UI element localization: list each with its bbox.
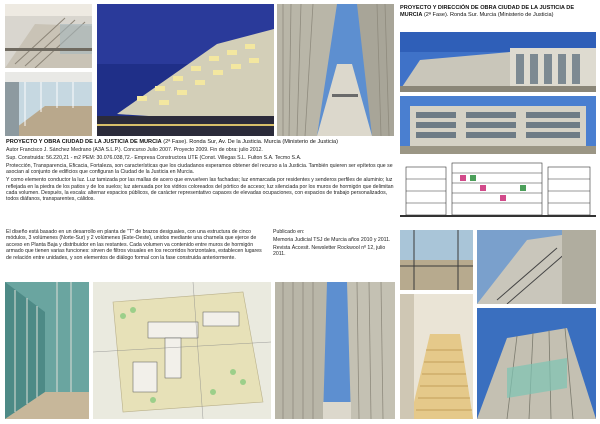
section-drawing (400, 157, 596, 225)
top-right-title-rest: (2ª Fase). Ronda Sur. Murcia (Ministerio de Justicia) (423, 11, 554, 18)
main-heading-bold: PROYECTO Y OBRA CIUDAD DE LA JUSTICIA DE MURCIA (6, 139, 162, 145)
publication-item-2: Revista Áccesit. Newsletter Rockwool nº 12, julio 2011. (273, 244, 386, 258)
top-right-title-bold: PROYECTO Y DIRECCIÓN DE OBRA CIUDAD DE LA JUSTICIA DE MURCIA (400, 5, 575, 18)
publication-label: Publicado en: (273, 229, 305, 235)
publication-item-1: Memoria Judicial TSJ de Murcia años 2010 y 2011. (273, 236, 391, 243)
top-right-title (400, 5, 596, 18)
photo-glass-atrium (477, 308, 596, 419)
main-heading-rest: (2ª Fase). Ronda Sur, Av. De la Justicia. Murcia (Ministerio de Justicia) (163, 139, 338, 145)
main-heading (6, 139, 396, 146)
site-plan (93, 282, 271, 419)
photo-exterior-stair (477, 230, 596, 304)
paragraph-2: Y como elemento conductor la luz. Luz tamizada por las mallas de acero que envuelven las fachadas; luz enmarcada por residentes y senderos perfiles de aluminio; luz reflejada en la piedra de los patios y de los suelos; luz atenuada por los vidrios coloreados del pórtico de acceso; luz silenciada por los muros de hormigón que delimitan cada volumen. Después, la escala: alternar espacios públicos, de carácter representativo capaces de elevadas ocupaciones, con espacios de trabajo personalizados, todos diáfanos, transparentes, cálidos. (6, 177, 394, 203)
main-text-block (6, 139, 396, 204)
photo-night-facade (97, 4, 274, 136)
photo-mesh-facade-walkway (277, 4, 394, 136)
paragraph-1: Protección, Transparencia, Eficacia, Fortaleza, son características que los ciudadanos esperamos obtener del recurso a la Justicia. También quieren ser epítetos que se asocian al conjunto de edificios que configuran la Ciudad de la Justicia en Murcia. (6, 162, 393, 176)
data-line: Sup. Construida: 56.220,21 - m2 PEM: 30.076.038,72.- Empresa Constructora UTE (Const. Villegas S.L. Fulton S.A. Tecmo S.A. (6, 155, 302, 161)
photo-interior-stairs (5, 4, 92, 68)
author-line: Autor Francisco J. Sánchez Medrano (A3A S.L.P.). Concurso Julio 2007. Proyecto 2009. Fin de obra: julio 2012. (6, 147, 263, 154)
photo-exterior-elevation (400, 96, 596, 154)
publication-block (273, 229, 396, 259)
photo-glass-corridor (5, 282, 89, 419)
photo-balcony-railing (400, 230, 473, 290)
photo-mesh-facade-tall (275, 282, 395, 419)
paragraph-3: El diseño está basado en un desarrollo en planta de "T" de brazos desiguales, con una estructura de cinco módulos, 3 volúmenes (Norte-Sur) y 2 volúmenes (Este-Oeste), unidos mediante una charnela que ejerce de acceso en Planta Baja y distribuidor en las restantes. Cada volumen va contenido entre muros de hormigón armado que tienen varias funciones: sirven de filtros visuales en los recorridos horizontales, establecen lugares de relación entre unidades, y son elementos de diálogo formal con la fase construida anteriormente. (6, 229, 262, 261)
photo-interior-stair (400, 294, 473, 419)
photo-interior-hall (5, 72, 92, 136)
photo-exterior-day (400, 32, 596, 92)
